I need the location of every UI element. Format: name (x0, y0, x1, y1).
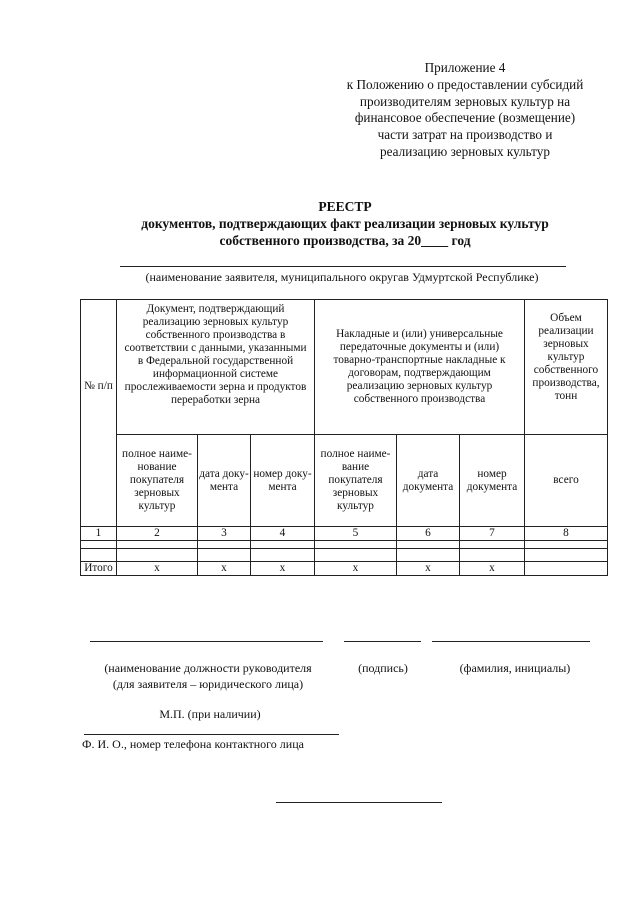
position-caption-line: (наименование должности руководителя (104, 661, 312, 675)
name-caption: (фамилия, инициалы) (459, 661, 571, 675)
appendix-line: части затрат на производство и (377, 127, 553, 143)
total-cell: х (198, 562, 251, 576)
column-number: 6 (397, 527, 460, 541)
column-numbers-row (81, 527, 608, 541)
title-heading: РЕЕСТР (318, 199, 372, 214)
table-cell[interactable] (251, 541, 315, 549)
appendix-line: Приложение 4 (424, 60, 506, 75)
position-line[interactable] (90, 641, 323, 642)
table-cell[interactable] (315, 549, 397, 562)
column-number: 2 (117, 527, 198, 541)
appendix-line: к Положению о предоставлении субсидий (346, 76, 584, 92)
full-name-line[interactable] (432, 641, 590, 642)
table-row (81, 549, 608, 562)
table-cell[interactable] (81, 549, 117, 562)
column-number: 4 (251, 527, 315, 541)
table-cell[interactable] (81, 541, 117, 549)
signature-caption: (подпись) (358, 661, 408, 675)
table-cell[interactable] (251, 549, 315, 562)
total-label: Итого (81, 562, 117, 576)
subheader-total: всего (525, 435, 608, 527)
appendix-header (300, 60, 630, 161)
table-cell[interactable] (525, 541, 608, 549)
total-cell: х (315, 562, 397, 576)
column-number: 7 (460, 527, 525, 541)
position-caption (88, 661, 328, 692)
document-title (60, 198, 630, 249)
table-row (81, 541, 608, 549)
subheader-document-date: дата документа (397, 435, 460, 527)
header-volume: Объем реализации зерновых культур собственного производства, тонн (525, 300, 608, 435)
total-cell: х (251, 562, 315, 576)
subheader-buyer-name: полное наиме-вание покупателя зерновых культур (315, 435, 397, 527)
subheader-document-date: дата доку-мента (198, 435, 251, 527)
bottom-signature-line[interactable] (276, 802, 442, 803)
contact-line[interactable] (84, 734, 339, 735)
subheader-document-number: номер доку-мента (251, 435, 315, 527)
title-line-1: документов, подтверждающих факт реализации зерновых культур (141, 216, 549, 231)
title-line-2: собственного производства, за 20____ год (219, 233, 471, 248)
column-number: 8 (525, 527, 608, 541)
signature-line[interactable] (344, 641, 421, 642)
total-row (81, 562, 608, 576)
column-number: 3 (198, 527, 251, 541)
appendix-line: реализацию зерновых культур (380, 143, 550, 159)
subheader-buyer-name: полное наиме-нование покупателя зерновых культур (117, 435, 198, 527)
table-cell[interactable] (460, 541, 525, 549)
total-cell: х (460, 562, 525, 576)
column-number: 5 (315, 527, 397, 541)
total-cell: х (397, 562, 460, 576)
subheader-document-number: номер документа (460, 435, 525, 527)
total-cell: х (117, 562, 198, 576)
header-number: № п/п (81, 300, 117, 527)
table-cell[interactable] (460, 549, 525, 562)
column-number: 1 (81, 527, 117, 541)
table-cell[interactable] (198, 549, 251, 562)
table-cell[interactable] (315, 541, 397, 549)
table-cell[interactable] (397, 541, 460, 549)
applicant-caption: (наименование заявителя, муниципального округав Удмуртской Республике) (145, 270, 539, 284)
position-caption-line: (для заявителя – юридического лица) (112, 676, 304, 691)
header-fgis-document: Документ, подтверждающий реализацию зерновых культур собственного производства в соответствии с данными, указанными в Федеральной государственной информационной системе прослеживаемости зерна и продуктов переработки зерна (117, 300, 315, 435)
header-invoices: Накладные и (или) универсальные передаточные документы и (или) товарно-транспортные накладные к договорам, подтверждающим реализацию зерновых культур собственного производства (315, 300, 525, 435)
table-subheader-row (81, 435, 608, 527)
table-cell[interactable] (198, 541, 251, 549)
contact-caption: Ф. И. О., номер телефона контактного лица (82, 737, 304, 751)
stamp-label: М.П. (при наличии) (159, 707, 261, 721)
appendix-line: производителям зерновых культур на (359, 93, 571, 109)
applicant-name-line[interactable] (120, 266, 566, 267)
appendix-line: финансовое обеспечение (возмещение) (354, 110, 576, 126)
total-volume-cell[interactable] (525, 562, 608, 576)
table-cell[interactable] (117, 549, 198, 562)
table-cell[interactable] (397, 549, 460, 562)
table-cell[interactable] (117, 541, 198, 549)
table-cell[interactable] (525, 549, 608, 562)
table-header-row (81, 300, 608, 435)
registry-table (80, 299, 608, 576)
